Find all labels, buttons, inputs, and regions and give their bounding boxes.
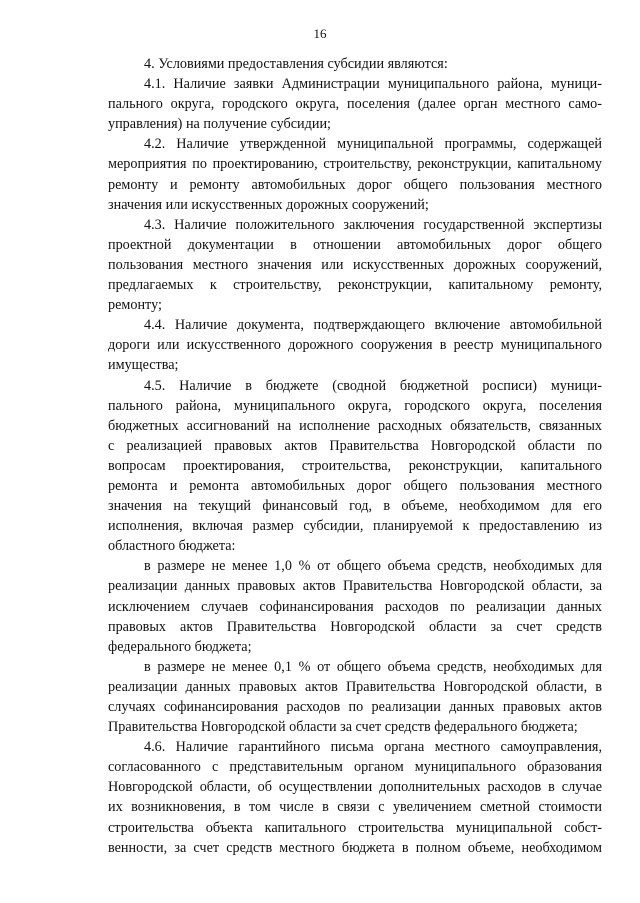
- text-line: значения на текущий финансовый год, в объеме, необходимом для его: [108, 498, 602, 515]
- text-line: правовых актов Правительства Новгородской области за счет средств: [108, 618, 602, 635]
- text-line: мероприятия по проектированию, строительству, реконструкции, капитальному: [108, 156, 602, 173]
- text-line: ремонта и ремонта автомобильных дорог общего пользования местного: [108, 477, 602, 494]
- text-line: реализации данных правовых актов Правительства Новгородской области, в: [108, 678, 602, 695]
- text-line: областного бюджета:: [108, 538, 236, 555]
- text-line: 4.6. Наличие гарантийного письма органа местного самоуправления,: [144, 739, 602, 756]
- text-line: в размере не менее 1,0 % от общего объема средств, необходимых для: [144, 558, 602, 575]
- text-line: Правительства Новгородской области за счет средств федерального бюджета;: [108, 719, 578, 736]
- text-line: пользования местного значения или искусственных дорожных сооружений,: [108, 256, 602, 273]
- page-number: 16: [313, 26, 327, 41]
- text-line: случаях софинансирования расходов по реализации данных правовых актов: [108, 699, 602, 715]
- text-line: управления) на получение субсидии;: [108, 116, 331, 133]
- text-line: 4.5. Наличие в бюджете (сводной бюджетной росписи) муници-: [144, 377, 602, 394]
- text-line: федерального бюджета;: [108, 638, 252, 655]
- text-line: 4.3. Наличие положительного заключения государственной экспертизы: [144, 216, 602, 233]
- text-line: Новгородской области, об осуществлении дополнительных расходов в случае: [108, 779, 602, 796]
- text-line: реализации данных правовых актов Правительства Новгородской области, за: [108, 578, 602, 595]
- text-line: предлагаемых к строительству, реконструкции, капитальному ремонту,: [108, 277, 602, 294]
- text-line: 4.2. Наличие утвержденной муниципальной программы, содержащей: [144, 136, 602, 153]
- text-line: исключением случаев софинансирования расходов по реализации данных: [108, 598, 602, 615]
- text-line: пального округа, городского округа, поселения (далее орган местного само-: [108, 96, 602, 113]
- text-line: согласованного с представительным органом муниципального образования: [108, 759, 602, 776]
- text-line: значения или искусственных дорожных сооружений;: [108, 196, 429, 213]
- text-line: строительства объекта капитального строительства муниципальной собст-: [108, 819, 602, 836]
- text-line: 4. Условиями предоставления субсидии являются:: [144, 56, 448, 72]
- text-line: 4.1. Наличие заявки Администрации муниципального района, муници-: [144, 76, 602, 93]
- text-line: с реализацией правовых актов Правительства Новгородской области по: [108, 437, 602, 454]
- text-line: вопросам проектирования, строительства, реконструкции, капитального: [108, 457, 602, 474]
- text-line: ремонту;: [108, 297, 162, 314]
- text-line: венности, за счет средств местного бюджета в полном объеме, необходимом: [108, 839, 602, 856]
- text-line: ремонту и ремонту автомобильных дорог общего пользования местного: [108, 176, 602, 193]
- text-line: имущества;: [108, 357, 179, 374]
- text-line: бюджетных ассигнований на исполнение расходных обязательств, связанных: [108, 417, 602, 434]
- text-line: их возникновения, в том числе в связи с увеличением сметной стоимости: [108, 799, 602, 816]
- text-line: 4.4. Наличие документа, подтверждающего включение автомобильной: [144, 317, 602, 334]
- text-line: пального района, муниципального округа, городского округа, поселения: [108, 397, 602, 414]
- text-line: дороги или искусственного дорожного сооружения в реестр муниципального: [108, 337, 602, 354]
- text-line: в размере не менее 0,1 % от общего объема средств, необходимых для: [144, 658, 602, 675]
- document-body: [108, 54, 602, 858]
- text-line: исполнения, включая размер субсидии, планируемой к предоставлению из: [108, 518, 602, 535]
- text-line: проектной документации в отношении автомобильных дорог общего: [108, 236, 602, 253]
